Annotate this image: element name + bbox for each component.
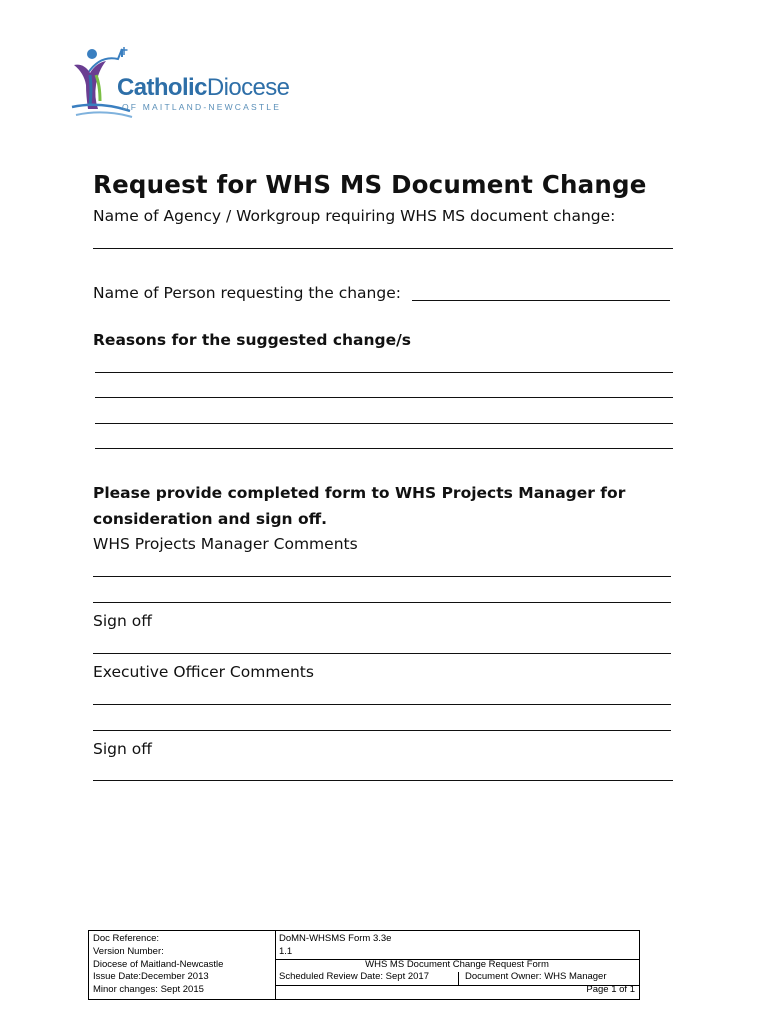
manager-comments-line[interactable]: [93, 602, 671, 603]
version-value: 1.1: [279, 945, 293, 957]
diocese-logo: [70, 45, 290, 125]
form-title: WHS MS Document Change Request Form: [365, 958, 549, 970]
signoff-line[interactable]: [93, 653, 671, 654]
reasons-line[interactable]: [95, 423, 673, 424]
review-owner-row: [279, 971, 635, 984]
doc-ref-label: Doc Reference:: [93, 933, 160, 944]
signoff-line[interactable]: [93, 780, 673, 781]
exec-comments-label: Executive Officer Comments: [93, 663, 314, 681]
page-number: Page 1 of 1: [586, 984, 635, 996]
signoff-label: Sign off: [93, 740, 152, 758]
review-date: Scheduled Review Date: Sept 2017: [279, 971, 429, 983]
version-label: Version Number:: [93, 945, 164, 957]
manager-comments-label: WHS Projects Manager Comments: [93, 535, 358, 553]
doc-ref-value: DoMN-WHSMS Form 3.3e: [279, 933, 392, 944]
logo-wordmark: [117, 74, 289, 102]
page-title: Request for WHS MS Document Change: [93, 170, 647, 199]
reasons-line[interactable]: [95, 372, 673, 373]
document-control-footer: [88, 930, 640, 1000]
signoff-label: Sign off: [93, 612, 152, 630]
instruction-line-1: Please provide completed form to WHS Projects Manager for: [93, 484, 626, 502]
footer-divider: [275, 931, 276, 999]
exec-comments-line[interactable]: [93, 730, 671, 731]
logo-wordmark-bold: Catholic: [117, 74, 207, 101]
logo-subtitle: OF MAITLAND-NEWCASTLE: [122, 102, 282, 112]
reasons-line[interactable]: [95, 397, 673, 398]
agency-input-line[interactable]: [93, 248, 673, 249]
logo-wordmark-regular: Diocese: [206, 74, 290, 101]
exec-comments-line[interactable]: [93, 704, 671, 705]
issue-date: Issue Date:December 2013: [93, 971, 209, 983]
footer-values: [279, 933, 635, 997]
agency-label: Name of Agency / Workgroup requiring WHS MS document change:: [93, 207, 616, 225]
person-input-line[interactable]: [412, 300, 670, 301]
footer-labels: [93, 933, 273, 997]
document-owner: Document Owner: WHS Manager: [465, 971, 607, 983]
reasons-line[interactable]: [95, 448, 673, 449]
minor-changes: Minor changes: Sept 2015: [93, 984, 204, 996]
org-name: Diocese of Maitland-Newcastle: [93, 958, 224, 970]
reasons-label: Reasons for the suggested change/s: [93, 331, 412, 349]
manager-comments-line[interactable]: [93, 576, 671, 577]
person-label: Name of Person requesting the change:: [93, 284, 401, 302]
instruction-line-2: consideration and sign off.: [93, 510, 328, 528]
